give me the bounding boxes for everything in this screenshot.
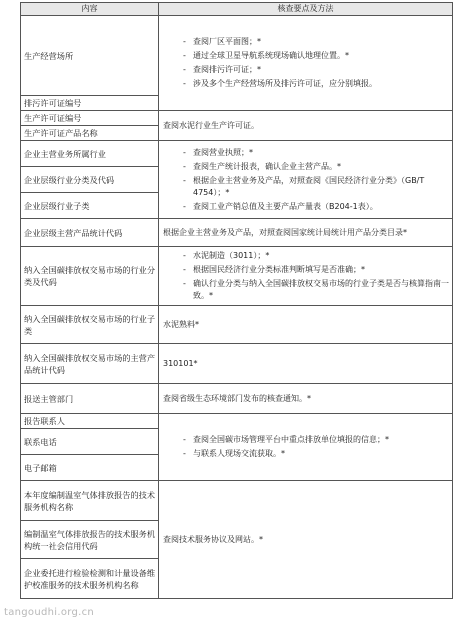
cell-license-product-name: 生产许可证产品名称 <box>21 126 159 141</box>
table-row <box>21 414 453 429</box>
method-list <box>175 434 449 460</box>
table-row <box>21 141 453 167</box>
list-item: - 查阅排污许可证；* <box>175 64 449 76</box>
table-row <box>21 306 453 344</box>
table-row <box>21 111 453 126</box>
list-item: - 查阅全国碳市场管理平台中重点排放单位填报的信息；* <box>175 434 449 446</box>
method-list <box>175 250 449 302</box>
list-item: - 查阅厂区平面图；* <box>175 36 449 48</box>
cell-product-stat-method: 根据企业主营业务及产品，对照查阅国家统计局统计用产品分类目录* <box>159 219 453 247</box>
cell-enterprise-industry-code: 企业层级行业分类及代码 <box>21 167 159 193</box>
method-list <box>175 36 449 90</box>
cell-contact-method <box>159 414 453 481</box>
verification-table <box>20 2 453 599</box>
cell-contact-phone: 联系电话 <box>21 429 159 455</box>
list-item: - 涉及多个生产经营场所及排污许可证，应分别填报。 <box>175 78 449 90</box>
cell-report-agency-credit-code: 编制温室气体排放报告的技术服务机构统一社会信用代码 <box>21 521 159 559</box>
cell-agency-method: 查阅技术服务协议及网站。* <box>159 481 453 599</box>
table-row <box>21 16 453 96</box>
table-header-row <box>21 3 453 16</box>
cell-main-business-industry: 企业主营业务所属行业 <box>21 141 159 167</box>
cell-pollution-permit: 排污许可证编号 <box>21 96 159 111</box>
list-item: - 与联系人现场交流获取。* <box>175 448 449 460</box>
watermark-text: tangoudhi.org.cn <box>4 607 95 618</box>
list-item: - 通过全球卫星导航系统现场确认地理位置。* <box>175 50 449 62</box>
list-item: - 确认行业分类与纳入全国碳排放权交易市场的行业子类是否与核算指南一致。* <box>175 278 449 302</box>
cell-carbon-product-code: 纳入全国碳排放权交易市场的主营产品统计代码 <box>21 344 159 384</box>
cell-product-stat-code: 企业层级主营产品统计代码 <box>21 219 159 247</box>
cell-carbon-industry-method <box>159 247 453 306</box>
cell-license-method: 查阅水泥行业生产许可证。 <box>159 111 453 141</box>
header-method: 核查要点及方法 <box>159 3 453 16</box>
method-list <box>175 147 449 213</box>
cell-production-license-no: 生产许可证编号 <box>21 111 159 126</box>
cell-carbon-product-value: 310101* <box>159 344 453 384</box>
list-item: - 查阅营业执照；* <box>175 147 449 159</box>
cell-report-agency-name: 本年度编制温室气体排放报告的技术服务机构名称 <box>21 481 159 521</box>
cell-authority-method: 查阅省级生态环境部门发布的核查通知。* <box>159 384 453 414</box>
header-content: 内容 <box>21 3 159 16</box>
list-item: - 根据国民经济行业分类标准判断填写是否准确；* <box>175 264 449 276</box>
cell-production-site: 生产经营场所 <box>21 16 159 96</box>
table-row <box>21 219 453 247</box>
list-item: - 查阅工业产销总值及主要产品产量表（B204-1表）。 <box>175 201 449 213</box>
cell-site-method <box>159 16 453 111</box>
cell-carbon-market-subclass: 纳入全国碳排放权交易市场的行业子类 <box>21 306 159 344</box>
list-item: - 根据企业主营业务及产品，对照查阅《国民经济行业分类》（GB/T 4754）；* <box>175 175 449 199</box>
list-item: - 查阅生产统计报表，确认企业主营产品。* <box>175 161 449 173</box>
cell-contact-person: 报告联系人 <box>21 414 159 429</box>
table-row <box>21 247 453 306</box>
cell-industry-method <box>159 141 453 219</box>
list-item: - 水泥制造（3011）；* <box>175 250 449 262</box>
cell-authority: 报送主管部门 <box>21 384 159 414</box>
table-row <box>21 481 453 521</box>
cell-enterprise-industry-subclass: 企业层级行业子类 <box>21 193 159 219</box>
cell-contact-email: 电子邮箱 <box>21 455 159 481</box>
cell-carbon-market-industry: 纳入全国碳排放权交易市场的行业分类及代码 <box>21 247 159 306</box>
table-row <box>21 384 453 414</box>
cell-calibration-agency-name: 企业委托进行检验检测和计量设备维护校准服务的技术服务机构名称 <box>21 559 159 599</box>
table-row <box>21 344 453 384</box>
cell-carbon-subclass-value: 水泥熟料* <box>159 306 453 344</box>
